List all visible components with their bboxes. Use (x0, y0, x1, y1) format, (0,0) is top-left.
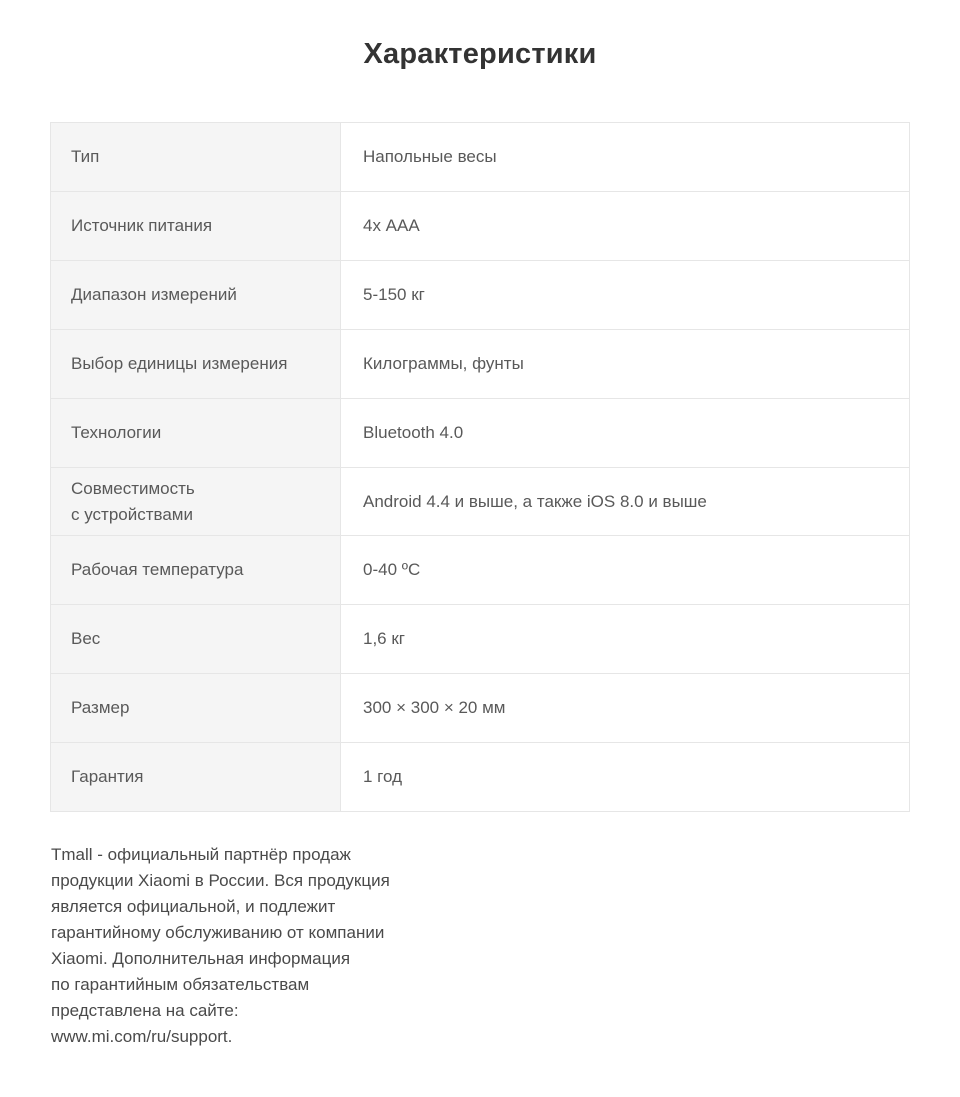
spec-value: 4х ААА (341, 192, 910, 261)
spec-value: 0-40 ºC (341, 536, 910, 605)
spec-key: Источник питания (51, 192, 341, 261)
spec-value: 300 × 300 × 20 мм (341, 674, 910, 743)
spec-value: 1 год (341, 743, 910, 812)
support-url: www.mi.com/ru/support. (51, 1027, 233, 1046)
table-row (51, 605, 910, 674)
note-line: продукции Xiaomi в России. Вся продукция (51, 871, 390, 890)
table-row (51, 399, 910, 468)
spec-key: Выбор единицы измерения (51, 330, 341, 399)
table-row (51, 330, 910, 399)
note-line: представлена на сайте: (51, 1001, 239, 1020)
spec-key: Вес (51, 605, 341, 674)
spec-value: Килограммы, фунты (341, 330, 910, 399)
spec-value: 1,6 кг (341, 605, 910, 674)
spec-key: Рабочая температура (51, 536, 341, 605)
note-line: гарантийному обслуживанию от компании (51, 923, 385, 942)
spec-key-line: с устройствами (71, 504, 193, 524)
spec-key: Гарантия (51, 743, 341, 812)
spec-key: Диапазон измерений (51, 261, 341, 330)
spec-key: Размер (51, 674, 341, 743)
table-row (51, 123, 910, 192)
table-row (51, 192, 910, 261)
table-row (51, 261, 910, 330)
spec-key: Технологии (51, 399, 341, 468)
spec-value: Напольные весы (341, 123, 910, 192)
table-row (51, 674, 910, 743)
table-row (51, 743, 910, 812)
note-line: по гарантийным обязательствам (51, 975, 310, 994)
spec-value: Android 4.4 и выше, а также iOS 8.0 и выше (341, 468, 910, 536)
spec-key: Тип (51, 123, 341, 192)
spec-value: 5-150 кг (341, 261, 910, 330)
specs-table (50, 122, 910, 812)
table-row (51, 536, 910, 605)
note-line: является официальной, и подлежит (51, 897, 336, 916)
note-line: Tmall - официальный партнёр продаж (51, 845, 351, 864)
table-row (51, 468, 910, 536)
page-title: Характеристики (363, 38, 597, 70)
warranty-note (51, 842, 451, 1050)
note-line: Xiaomi. Дополнительная информация (51, 949, 351, 968)
spec-key (51, 468, 341, 536)
spec-value: Bluetooth 4.0 (341, 399, 910, 468)
spec-key-line: Совместимость (71, 478, 195, 498)
